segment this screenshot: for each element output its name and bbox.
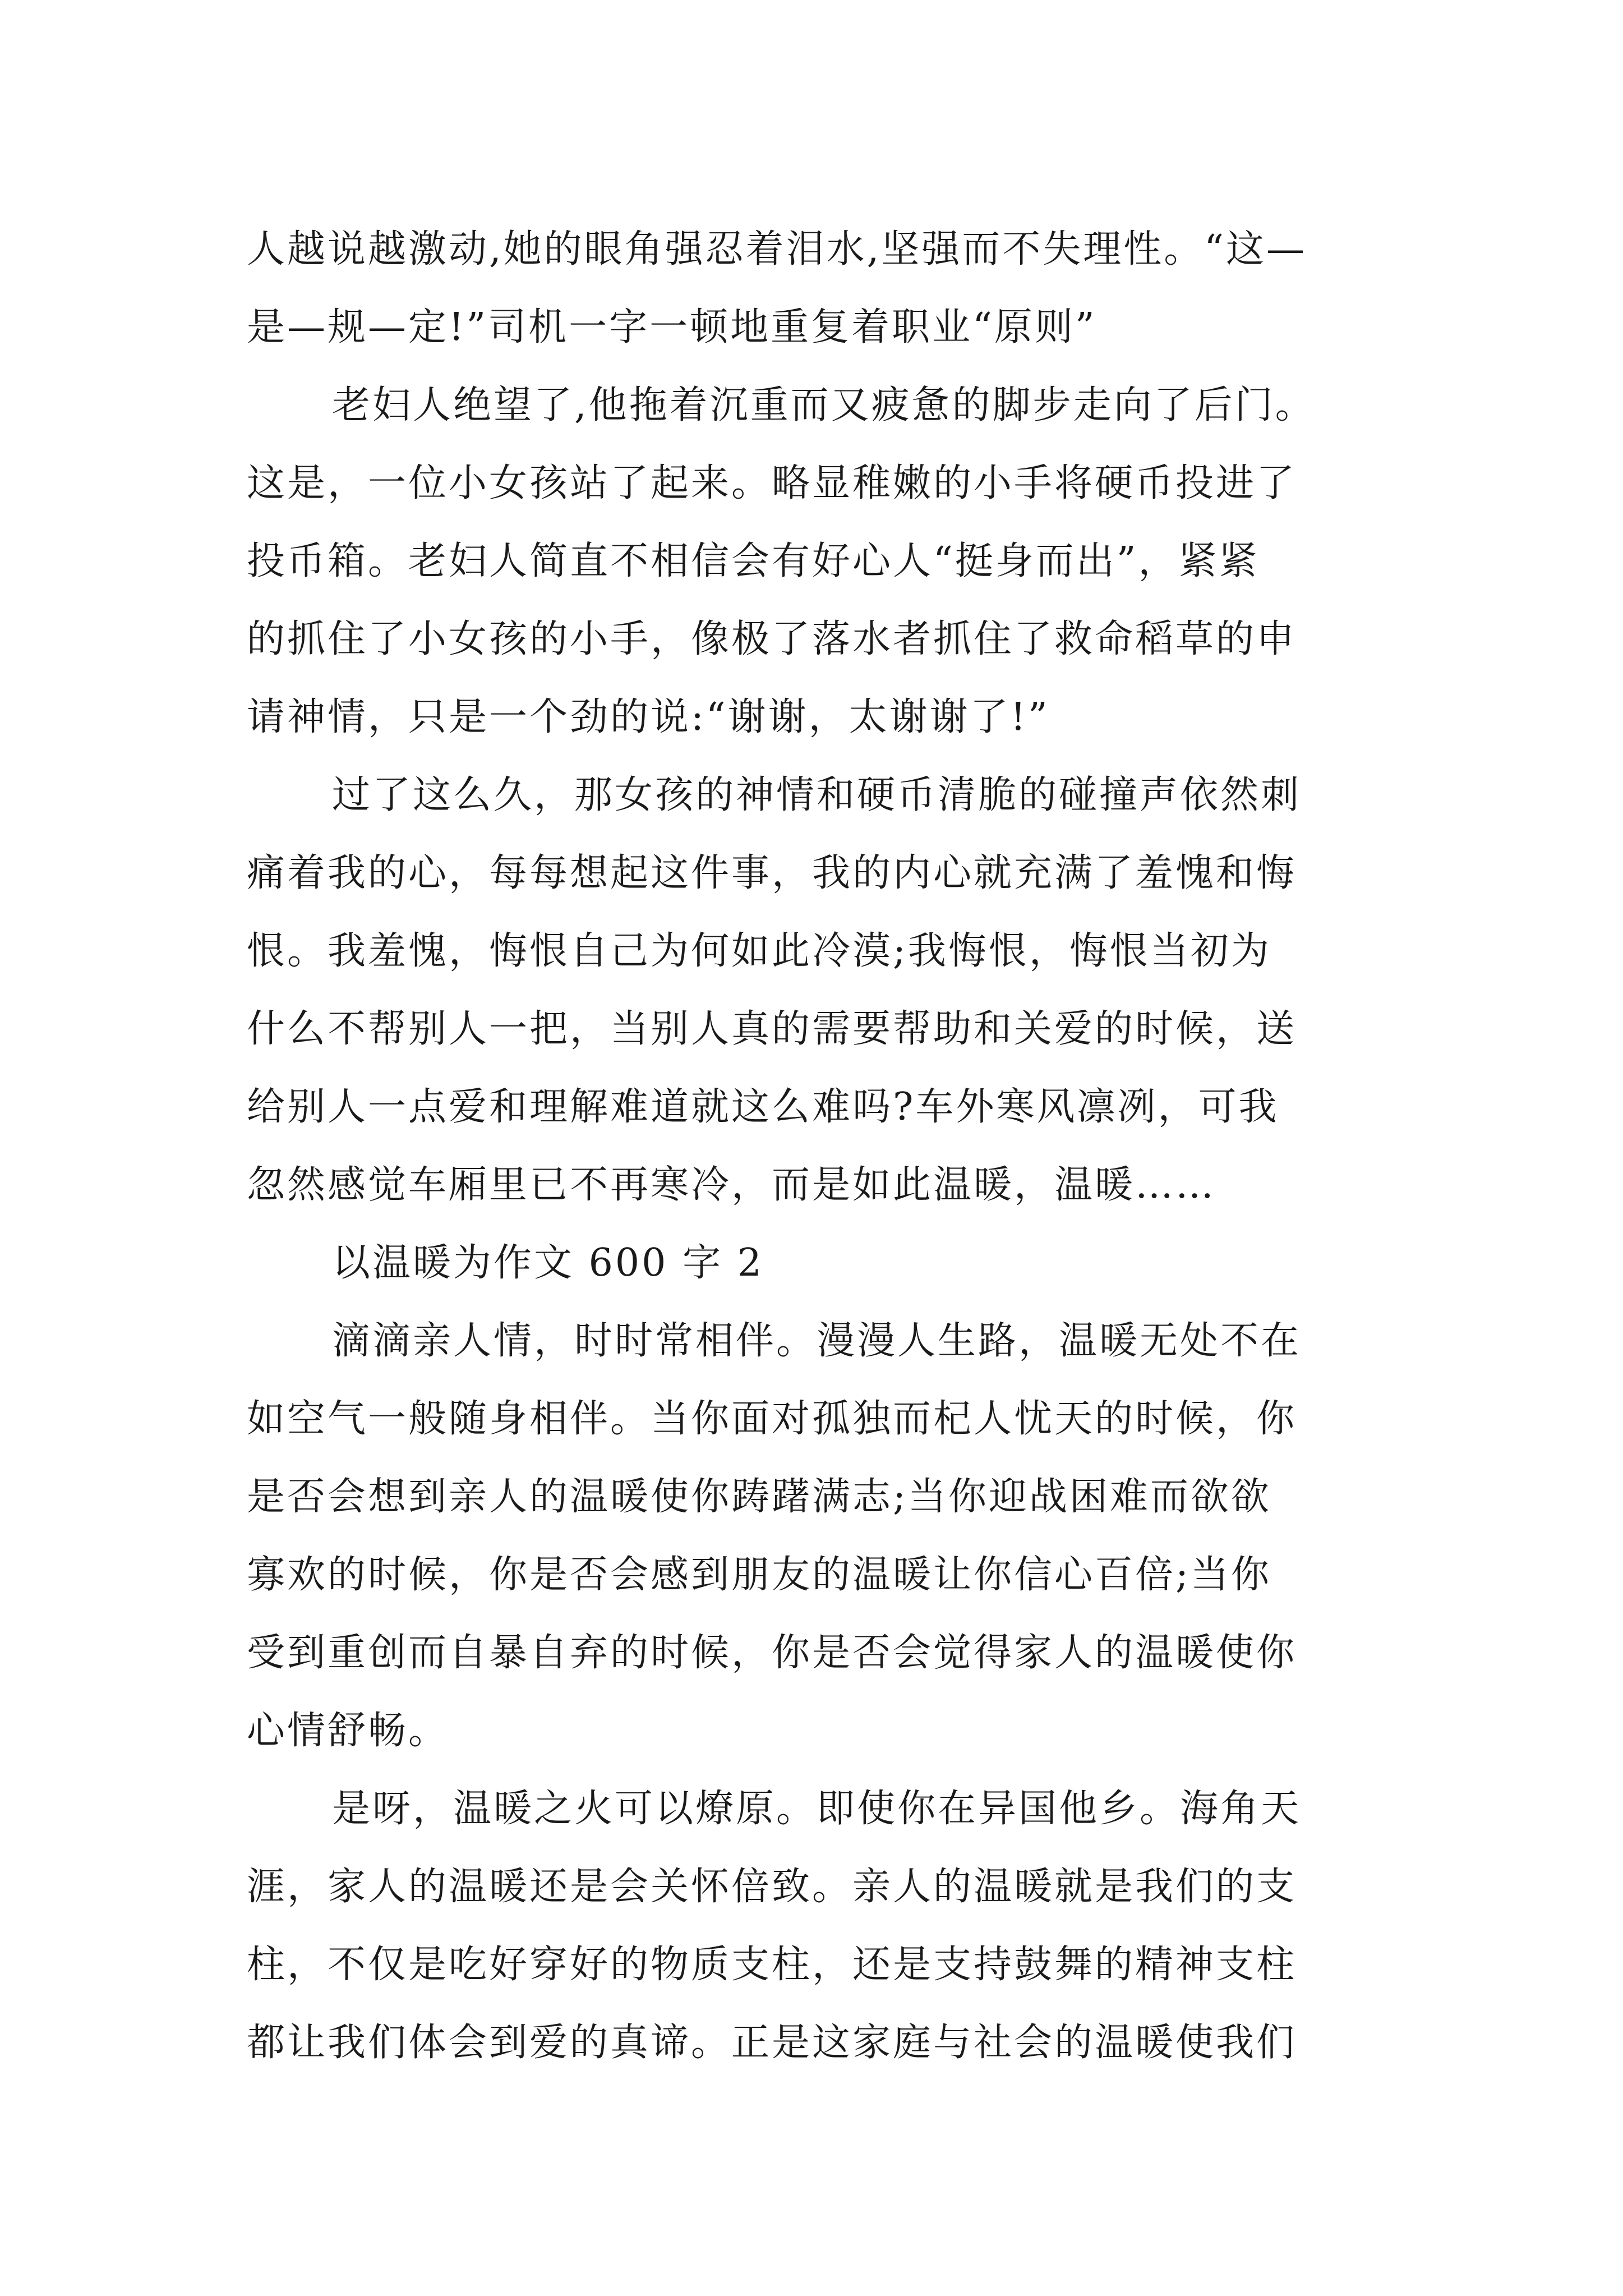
text-line: 忽然感觉车厢里已不再寒冷，而是如此温暖，温暖…… <box>247 1163 1216 1207</box>
text-line: 恨。我羞愧，悔恨自己为何如此冷漠;我悔恨，悔恨当初为 <box>247 929 1271 973</box>
text-line: 以温暖为作文 600 字 2 <box>332 1241 764 1285</box>
text-line: 痛着我的心，每每想起这件事，我的内心就充满了羞愧和悔 <box>247 851 1297 895</box>
text-line: 这是，一位小女孩站了起来。略显稚嫩的小手将硬币投进了 <box>247 461 1297 505</box>
text-line: 请神情，只是一个劲的说:“谢谢，太谢谢了!” <box>247 695 1050 739</box>
text-line: 是—规—定!”司机一字一顿地重复着职业“原则” <box>247 305 1097 349</box>
text-line: 投币箱。老妇人简直不相信会有好心人“挺身而出”，紧紧 <box>247 539 1260 583</box>
text-line: 心情舒畅。 <box>247 1709 449 1753</box>
text-line: 给别人一点爱和理解难道就这么难吗?车外寒风凛冽，可我 <box>247 1085 1279 1129</box>
text-line: 涯，家人的温暖还是会关怀倍致。亲人的温暖就是我们的支 <box>247 1865 1297 1909</box>
text-line: 受到重创而自暴自弃的时候，你是否会觉得家人的温暖使你 <box>247 1631 1297 1675</box>
text-line: 的抓住了小女孩的小手，像极了落水者抓住了救命稻草的申 <box>247 617 1297 661</box>
text-line: 如空气一般随身相伴。当你面对孤独而杞人忧天的时候，你 <box>247 1397 1297 1441</box>
text-line: 寡欢的时候，你是否会感到朋友的温暖让你信心百倍;当你 <box>247 1553 1271 1597</box>
text-line: 柱，不仅是吃好穿好的物质支柱，还是支持鼓舞的精神支柱 <box>247 1943 1297 1987</box>
text-line: 老妇人绝望了,他拖着沉重而又疲惫的脚步走向了后门。 <box>332 383 1316 427</box>
text-line: 滴滴亲人情，时时常相伴。漫漫人生路，温暖无处不在 <box>332 1319 1302 1363</box>
text-line: 什么不帮别人一把，当别人真的需要帮助和关爱的时候，送 <box>247 1007 1297 1051</box>
text-line: 过了这么久，那女孩的神情和硬币清脆的碰撞声依然刺 <box>332 773 1302 817</box>
document-body <box>247 210 1380 2082</box>
text-line: 人越说越激动,她的眼角强忍着泪水,坚强而不失理性。“这— <box>247 227 1307 272</box>
text-line: 是呀，温暖之火可以燎原。即使你在异国他乡。海角天 <box>332 1787 1302 1831</box>
text-line: 都让我们体会到爱的真谛。正是这家庭与社会的温暖使我们 <box>247 2021 1297 2065</box>
text-line: 是否会想到亲人的温暖使你踌躇满志;当你迎战困难而欲欲 <box>247 1475 1271 1519</box>
